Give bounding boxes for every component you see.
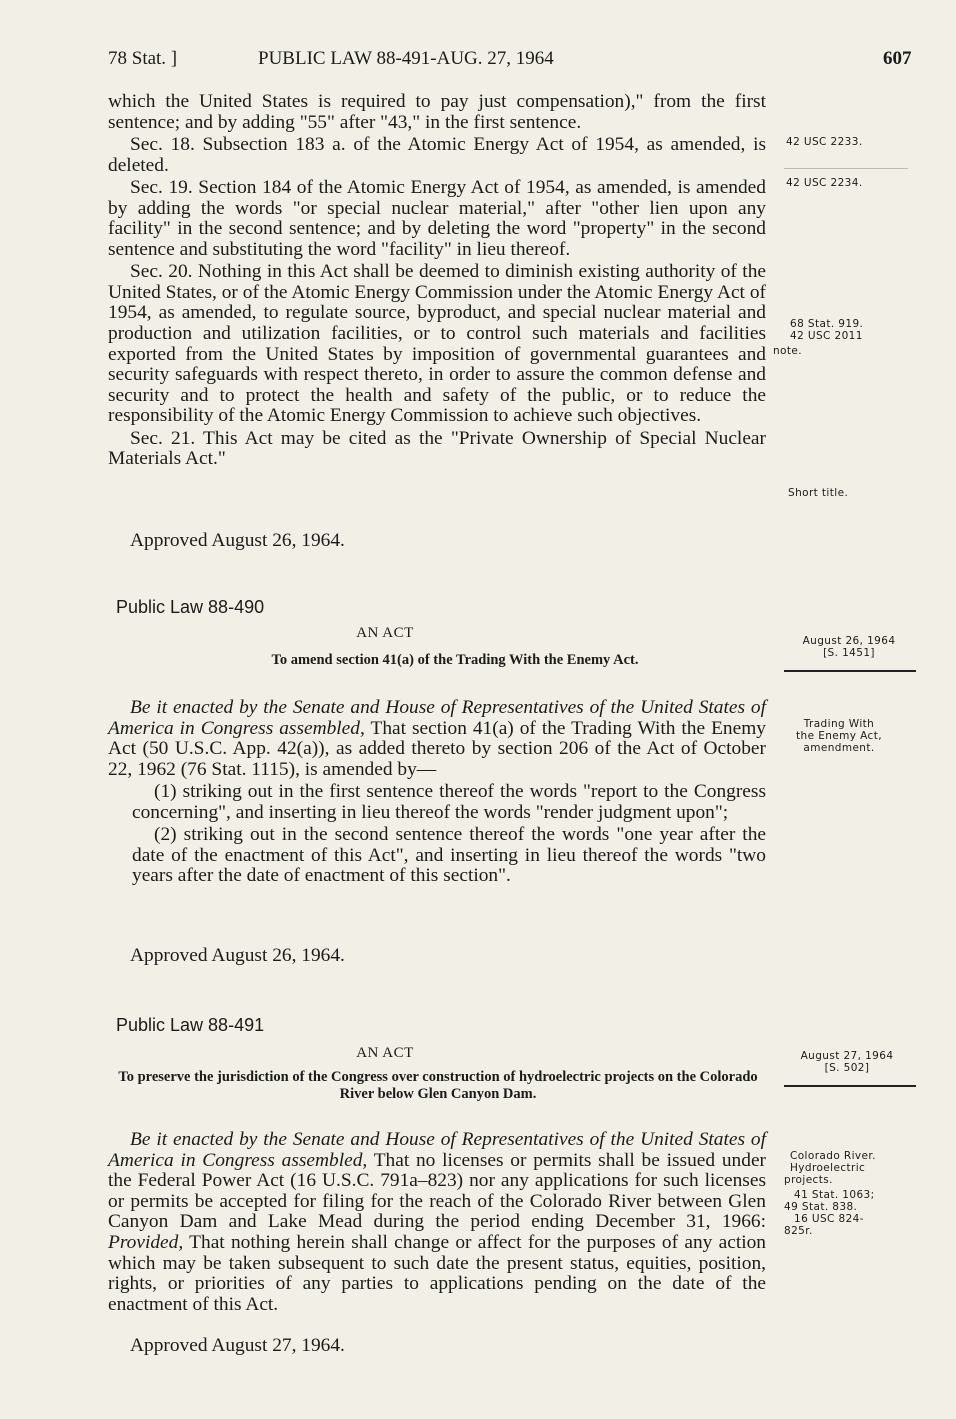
act-title-2: To preserve the jurisdiction of the Congress over construction of hydroelectric projects on the Colorado River below Glen Canyon Dam. [118, 1069, 758, 1102]
enacting-formula-2: Be it enacted by the Senate and House of Representatives of the United States of America in Congress assembled, [108, 1129, 766, 1171]
an-act-heading-2: AN ACT [356, 1045, 414, 1061]
margin-rule [784, 1085, 916, 1087]
margin-note-68-stat-919 [790, 318, 920, 342]
volume-label: 78 Stat. ] [108, 48, 178, 69]
amendment-item-1: (1) striking out in the first sentence thereof the words "report to the Congress concerning", and inserting in lieu thereof the words "render judgment upon"; [132, 781, 766, 823]
margin-line: Hydroelectric [790, 1162, 866, 1174]
margin-line: [S. 502] [824, 1062, 870, 1074]
margin-line: 16 USC 824- [794, 1213, 864, 1225]
margin-note-trading-with-enemy [774, 718, 904, 754]
section-20: Sec. 20. Nothing in this Act shall be deemed to diminish existing authority of the United States, or of the Atomic Energy Commission under the Atomic Energy Act of 1954, as amended, to regulate source, byproduct, and special nuclear material and production and utilization facilities, or to control such materials and facilities exported from the United States by imposition of governmental guarantees and security safeguards with respect thereto, in order to assure the common defense and security and to protect the health and safety of the public, or to reduce the responsibility of the Atomic Energy Commission to achieve such objectives. [108, 261, 766, 427]
margin-line: August 27, 1964 [800, 1050, 894, 1062]
law-491-body [108, 1130, 766, 1317]
margin-note-date-2 [782, 1050, 912, 1074]
proviso-word: Provided, [108, 1231, 184, 1253]
margin-line: August 26, 1964 [802, 635, 896, 647]
page-number: 607 [883, 48, 912, 69]
enacting-text-2: That no licenses or permits shall be issued under the Federal Power Act (16 U.S.C. 791a–823) nor any applications for such licenses or permits be accepted for filing for the reach of the Colorado River between Glen Canyon Dam and Lake Mead during the period ending December 31, 1966: [108, 1149, 767, 1233]
continuation-paragraph: which the United States is required to pay just compensation)," from the first sentence; and by adding "55" after "43," in the first sentence. [108, 91, 766, 133]
section-19: Sec. 19. Section 184 of the Atomic Energy Act of 1954, as amended, is amended by adding the words "or special nuclear material," after "other lien upon any facility" in the second sentence; and by deleting the word "property" in the second sentence and substituting the word "facility" in lieu thereof. [108, 176, 766, 260]
approved-date-2: Approved August 26, 1964. [130, 945, 345, 966]
public-law-88-490-label: Public Law 88-490 [116, 597, 265, 617]
approved-date-3: Approved August 27, 1964. [130, 1335, 345, 1356]
enacting-text-1: That section 41(a) of the Trading With the Enemy Act (50 U.S.C. App. 42(a)), as added thereto by section 206 of the Act of October 22, 1962 (76 Stat. 1115), is amended by— [108, 717, 766, 780]
margin-line: projects. [784, 1174, 833, 1186]
margin-note-short-title: Short title. [788, 487, 849, 499]
margin-line: amendment. [803, 742, 875, 754]
margin-divider [784, 168, 908, 169]
margin-line: 825r. [784, 1225, 813, 1237]
margin-note-date-1 [784, 635, 914, 659]
margin-line: Trading With [803, 718, 875, 730]
section-21: Sec. 21. This Act may be cited as the "Private Ownership of Special Nuclear Materials Act." [108, 427, 766, 470]
top-text-block [108, 92, 766, 472]
enacting-clause-2 [108, 1130, 766, 1315]
margin-line: 42 USC 2011 [790, 330, 863, 342]
approved-date-1: Approved August 26, 1964. [130, 530, 345, 551]
margin-note-colorado-river [784, 1150, 914, 1237]
margin-note-42-usc-2233: 42 USC 2233. [786, 136, 863, 148]
law-490-body [108, 698, 766, 889]
margin-line: 49 Stat. 838. [784, 1201, 858, 1213]
enacting-formula-1: Be it enacted by the Senate and House of Representatives of the United States of America in Congress assembled, [108, 697, 766, 739]
margin-note-note: note. [773, 345, 802, 357]
proviso-text: That nothing herein shall change or affect for the purposes of any action which may be taken subsequent to such date the present status, equities, position, rights, or priorities of any parties to applications pending on the date of the enactment of this Act. [108, 1231, 766, 1315]
running-head: PUBLIC LAW 88-491-AUG. 27, 1964 [258, 48, 554, 69]
margin-line: 68 Stat. 919. [790, 318, 864, 330]
margin-line: Colorado River. [790, 1150, 876, 1162]
margin-rule [784, 670, 916, 672]
margin-line: 41 Stat. 1063; [794, 1189, 875, 1201]
enacting-clause-1 [108, 698, 766, 780]
an-act-heading-1: AN ACT [356, 625, 414, 641]
margin-note-42-usc-2234: 42 USC 2234. [786, 177, 863, 189]
amendment-item-2: (2) striking out in the second sentence thereof the words "one year after the date of the enactment of this Act", and inserting in lieu thereof the words "two years after the date of enactment of this section". [132, 824, 766, 887]
public-law-88-491-label: Public Law 88-491 [116, 1015, 265, 1035]
section-18: Sec. 18. Subsection 183 a. of the Atomic Energy Act of 1954, as amended, is deleted. [108, 133, 766, 176]
margin-line: [S. 1451] [823, 647, 875, 659]
margin-line: the Enemy Act, [796, 730, 882, 742]
act-title-1: To amend section 41(a) of the Trading With the Enemy Act. [271, 652, 639, 668]
